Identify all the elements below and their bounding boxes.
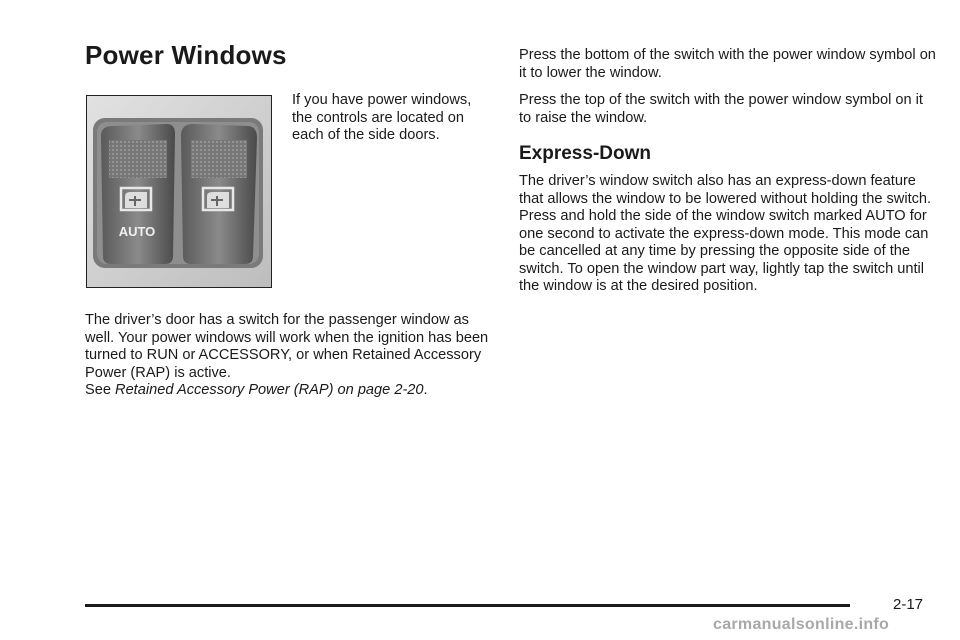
intro-text: If you have power windows, the controls are located on each of the side doors.: [292, 92, 472, 143]
express-down-paragraph: The driver’s window switch also has an express-down feature that allows the window to be lowered without holding the switch. Press and hold the side of the window switch marked AUTO for one second to activate the express-down mode. This mode can be cancelled at any time by pressing the opposite side of the switch. To open the window part way, lightly tap the switch until the window is at the desired position.: [519, 173, 932, 294]
drivers-door-body: The driver’s door has a switch for the passenger window as well. Your power windows will work when the ignition has been turned to RUN or ACCESSORY, or when Retained Accessory Power (RAP) is active.: [85, 312, 489, 381]
window-switch-illustration: [87, 96, 271, 287]
power-window-switches-photo: [86, 95, 272, 288]
page-number: 2-17: [893, 596, 924, 613]
rap-cross-reference: Retained Accessory Power (RAP) on page 2-20: [115, 382, 424, 398]
passenger-switch: [181, 124, 257, 264]
lower-window-paragraph: Press the bottom of the switch with the power window symbol on it to lower the window.: [519, 47, 936, 81]
see-prefix: See: [85, 382, 116, 398]
raise-window-paragraph: Press the top of the switch with the power window symbol on it to raise the window.: [519, 92, 923, 126]
page-title: Power Windows: [85, 40, 287, 70]
auto-switch: [101, 124, 175, 264]
footer-rule: [85, 604, 850, 607]
right-column: [519, 47, 939, 306]
svg-text:AUTO: AUTO: [118, 224, 156, 239]
drivers-door-paragraph: [85, 312, 495, 400]
express-down-heading: Express-Down: [519, 143, 651, 164]
see-suffix: .: [423, 382, 428, 398]
watermark: carmanualsonline.info: [713, 616, 890, 633]
